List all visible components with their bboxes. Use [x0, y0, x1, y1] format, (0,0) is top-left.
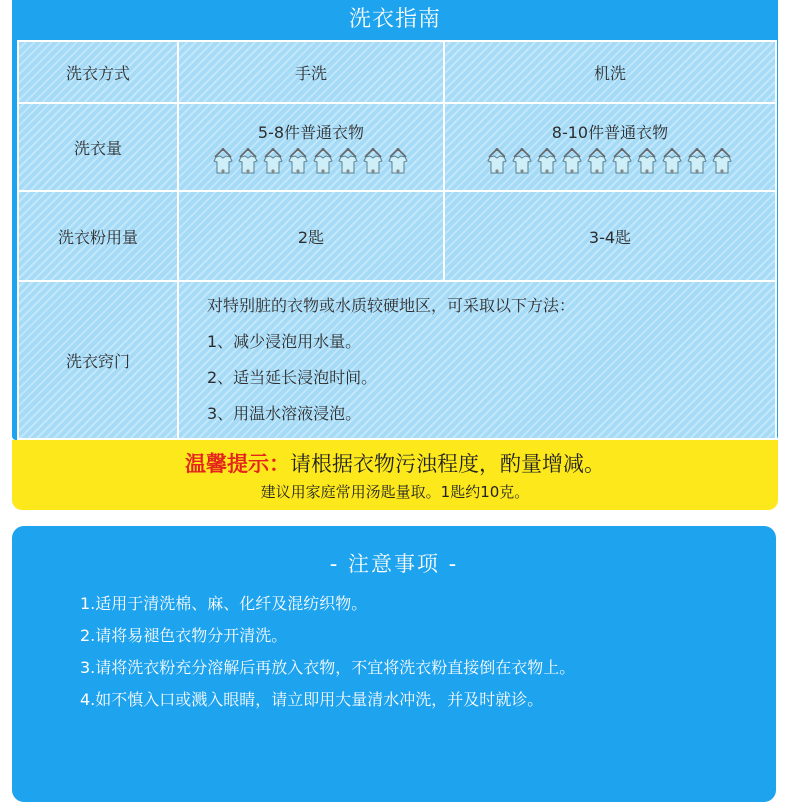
- hanging-shirt-icon: [710, 147, 734, 175]
- warm-tip-line: [12, 450, 778, 478]
- notice-item: 1.适用于清洗棉、麻、化纤及混纺织物。: [80, 594, 368, 613]
- amount-machine-cell: [444, 103, 776, 191]
- hanging-shirt-icon: [286, 147, 310, 175]
- hanging-shirt-icon: [236, 147, 260, 175]
- laundry-guide-panel: [12, 0, 778, 440]
- hanging-shirt-icon: [261, 147, 285, 175]
- notice-title: - 注意事项 -: [329, 552, 459, 576]
- hanging-shirt-icon: [560, 147, 584, 175]
- notice-list: [80, 588, 575, 716]
- amount-hand-cell: [178, 103, 444, 191]
- warm-tip-banner: [12, 440, 778, 510]
- hanging-shirt-icon: [635, 147, 659, 175]
- warm-tip-sub: 建议用家庭常用汤匙量取。1匙约10克。: [260, 483, 530, 501]
- tip-item: 2、适当延长浸泡时间。: [207, 368, 378, 387]
- hanging-shirt-icon: [510, 147, 534, 175]
- hand-shirt-icons: [211, 147, 410, 175]
- guide-table: [17, 40, 777, 440]
- hanging-shirt-icon: [311, 147, 335, 175]
- table-row-tips: [18, 281, 776, 439]
- tips-label: 洗衣窍门: [18, 281, 178, 439]
- hanging-shirt-icon: [485, 147, 509, 175]
- hanging-shirt-icon: [386, 147, 410, 175]
- method-label: 洗衣方式: [18, 41, 178, 103]
- machine-shirt-icons: [485, 147, 734, 175]
- warm-tip-label: 温馨提示：: [185, 452, 290, 476]
- notice-item: 3.请将洗衣粉充分溶解后再放入衣物，不宜将洗衣粉直接倒在衣物上。: [80, 658, 576, 677]
- hanging-shirt-icon: [361, 147, 385, 175]
- powder-hand: 2匙: [178, 191, 444, 281]
- guide-title: 洗衣指南: [348, 7, 441, 32]
- method-machine-wash: 机洗: [444, 41, 776, 103]
- hanging-shirt-icon: [610, 147, 634, 175]
- tip-item: 1、减少浸泡用水量。: [207, 332, 362, 351]
- hanging-shirt-icon: [660, 147, 684, 175]
- powder-label: 洗衣粉用量: [18, 191, 178, 281]
- amount-machine-text: 8-10件普通衣物: [551, 122, 669, 142]
- notice-item: 4.如不慎入口或溅入眼睛，请立即用大量清水冲洗，并及时就诊。: [80, 690, 544, 709]
- tip-item: 3、用温水溶液浸泡。: [207, 404, 362, 423]
- method-hand-wash: 手洗: [178, 41, 444, 103]
- table-row-powder: [18, 191, 776, 281]
- powder-machine: 3-4匙: [444, 191, 776, 281]
- tips-intro: 对特别脏的衣物或水质较硬地区，可采取以下方法：: [207, 296, 576, 315]
- table-row-method: [18, 41, 776, 103]
- hanging-shirt-icon: [585, 147, 609, 175]
- warm-tip-text: 请根据衣物污浊程度，酌量增减。: [290, 452, 605, 476]
- amount-label: 洗衣量: [18, 103, 178, 191]
- hanging-shirt-icon: [685, 147, 709, 175]
- hanging-shirt-icon: [336, 147, 360, 175]
- notice-panel: [12, 526, 776, 802]
- tips-cell: [178, 281, 776, 439]
- table-row-amount: [18, 103, 776, 191]
- notice-item: 2.请将易褪色衣物分开清洗。: [80, 626, 288, 645]
- amount-hand-text: 5-8件普通衣物: [257, 122, 365, 142]
- hanging-shirt-icon: [211, 147, 235, 175]
- hanging-shirt-icon: [535, 147, 559, 175]
